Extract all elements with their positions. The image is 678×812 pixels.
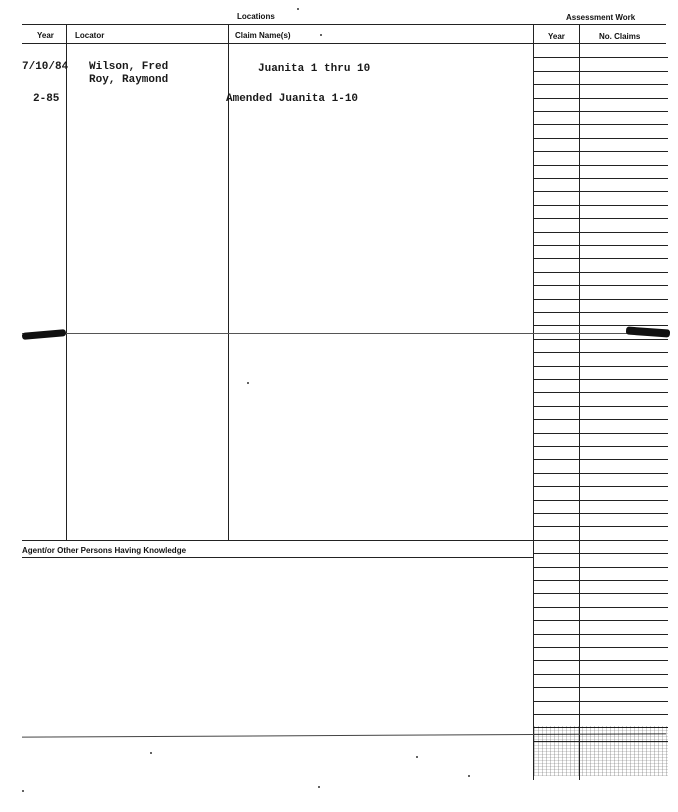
scan-noise bbox=[534, 726, 668, 776]
assessment-row-line bbox=[533, 647, 668, 648]
locator-column-header: Locator bbox=[75, 31, 105, 40]
aw-year-column-header: Year bbox=[548, 32, 565, 41]
speck bbox=[297, 8, 299, 10]
assessment-row-line bbox=[533, 339, 668, 340]
assessment-row-line bbox=[533, 580, 668, 581]
agents-header: Agent/or Other Persons Having Knowledge bbox=[22, 546, 187, 555]
assessment-row-line bbox=[533, 660, 668, 661]
assessment-row-line bbox=[533, 312, 668, 313]
assessment-row-line bbox=[533, 138, 668, 139]
assessment-row-line bbox=[533, 165, 668, 166]
entry-1-locator-2: Roy, Raymond bbox=[89, 74, 169, 86]
assessment-row-line bbox=[533, 459, 668, 460]
assessment-row-line bbox=[533, 714, 668, 715]
assessment-row-line bbox=[533, 607, 668, 608]
assessment-row-line bbox=[533, 634, 668, 635]
speck bbox=[150, 752, 152, 754]
assessment-row-line bbox=[533, 473, 668, 474]
assessment-row-line bbox=[533, 446, 668, 447]
agent-top-rule bbox=[22, 540, 533, 541]
speck bbox=[22, 790, 24, 792]
assessment-work-header: Assessment Work bbox=[566, 13, 636, 22]
assessment-row-line bbox=[533, 218, 668, 219]
speck bbox=[320, 34, 322, 36]
assessment-row-line bbox=[533, 325, 668, 326]
year-column-header: Year bbox=[37, 31, 54, 40]
speck bbox=[247, 382, 249, 384]
assessment-row-line bbox=[533, 124, 668, 125]
assessment-row-line bbox=[533, 567, 668, 568]
assessment-row-line bbox=[533, 299, 668, 300]
assessment-row-line bbox=[533, 433, 668, 434]
assessment-row-line bbox=[533, 593, 668, 594]
assessment-row-line bbox=[533, 151, 668, 152]
claim-names-column-header: Claim Name(s) bbox=[235, 31, 291, 40]
assessment-row-line bbox=[533, 258, 668, 259]
assessment-row-line bbox=[533, 232, 668, 233]
assessment-row-line bbox=[533, 553, 668, 554]
assessment-row-line bbox=[533, 366, 668, 367]
assessment-row-line bbox=[533, 526, 668, 527]
entry-1-claim: Juanita 1 thru 10 bbox=[258, 63, 371, 75]
assessment-row-line bbox=[533, 419, 668, 420]
assessment-row-line bbox=[533, 540, 668, 541]
assessment-row-line bbox=[533, 71, 668, 72]
assessment-row-line bbox=[533, 352, 668, 353]
entry-1-year: 7/10/84 bbox=[22, 61, 69, 73]
assessment-rows bbox=[533, 44, 668, 784]
agent-rule bbox=[22, 557, 533, 558]
speck bbox=[468, 775, 470, 777]
assessment-row-line bbox=[533, 687, 668, 688]
assessment-row-line bbox=[533, 84, 668, 85]
year-locator-divider bbox=[66, 24, 67, 540]
entry-1-locator-1: Wilson, Fred bbox=[89, 61, 169, 73]
locations-header: Locations bbox=[237, 12, 275, 21]
assessment-row-line bbox=[533, 205, 668, 206]
entry-2-claim: Amended Juanita 1-10 bbox=[226, 93, 359, 105]
entry-2-year: 2-85 bbox=[33, 93, 60, 105]
assessment-row-line bbox=[533, 674, 668, 675]
assessment-row-line bbox=[533, 57, 668, 58]
assessment-row-line bbox=[533, 392, 668, 393]
assessment-row-line bbox=[533, 178, 668, 179]
assessment-row-line bbox=[533, 379, 668, 380]
assessment-row-line bbox=[533, 272, 668, 273]
assessment-row-line bbox=[533, 191, 668, 192]
no-claims-column-header: No. Claims bbox=[599, 32, 641, 41]
assessment-row-line bbox=[533, 98, 668, 99]
assessment-row-line bbox=[533, 620, 668, 621]
assessment-row-line bbox=[533, 245, 668, 246]
assessment-row-line bbox=[533, 701, 668, 702]
top-rule bbox=[22, 24, 666, 25]
assessment-row-line bbox=[533, 406, 668, 407]
speck bbox=[318, 786, 320, 788]
assessment-row-line bbox=[533, 513, 668, 514]
assessment-row-line bbox=[533, 111, 668, 112]
assessment-row-line bbox=[533, 486, 668, 487]
assessment-row-line bbox=[533, 500, 668, 501]
left-smudge bbox=[22, 329, 66, 340]
assessment-row-line bbox=[533, 285, 668, 286]
speck bbox=[416, 756, 418, 758]
